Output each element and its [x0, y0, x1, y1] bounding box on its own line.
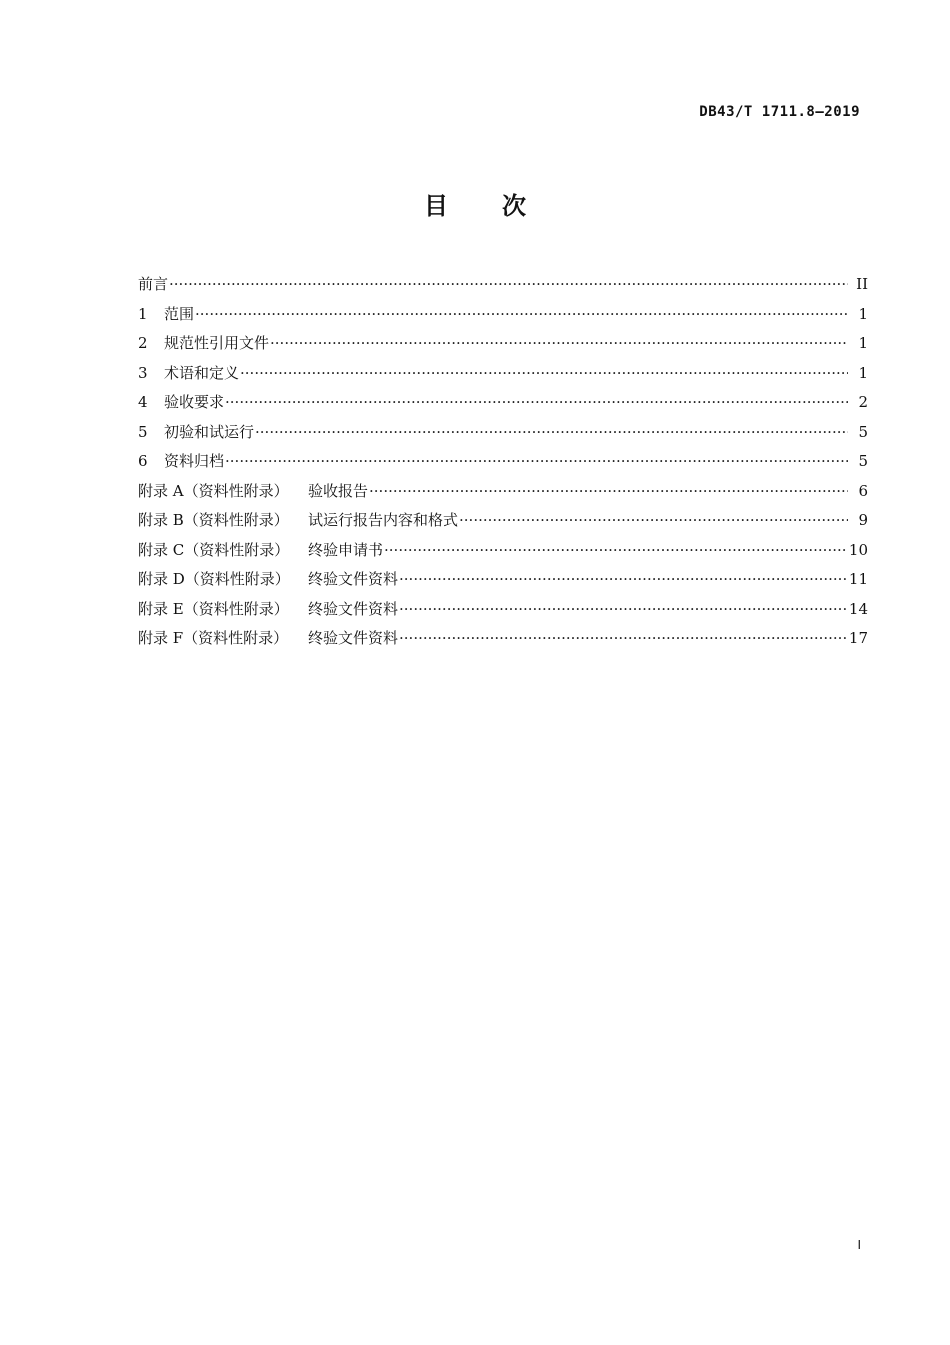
toc-entry-label: 术语和定义	[164, 363, 240, 382]
toc-leader-dots	[459, 506, 848, 536]
toc-entry-appendix-c[interactable]	[138, 536, 868, 566]
toc-leader-dots	[169, 270, 848, 300]
toc-title-char-1: 目	[424, 192, 448, 220]
toc-entry-label: 资料归档	[164, 452, 225, 470]
toc-leader-dots	[384, 536, 847, 566]
page-number: I	[857, 1238, 861, 1252]
toc-entry-4[interactable]	[138, 388, 868, 418]
toc-leader-dots	[399, 565, 847, 595]
toc-entry-2[interactable]	[138, 329, 868, 359]
toc-entry-page: 5	[858, 452, 868, 470]
toc-entry-number: 5	[138, 422, 148, 441]
toc-entry-number: 2	[138, 334, 148, 352]
toc-entry-page: 10	[848, 540, 868, 559]
toc-entry-page: 1	[858, 304, 868, 323]
toc-appendix-label: 附录 D（资料性附录）	[138, 570, 290, 588]
toc-entry-label: 前言	[138, 275, 169, 293]
toc-title-char-2: 次	[502, 192, 526, 220]
toc-entry-label: 范围	[164, 304, 195, 323]
toc-leader-dots	[225, 388, 848, 418]
toc-entry-foreword[interactable]	[138, 270, 868, 300]
toc-entry-number: 1	[138, 304, 148, 323]
toc-entry-appendix-b[interactable]	[138, 506, 868, 536]
toc-entry-page: 14	[848, 599, 868, 618]
toc-entry-appendix-a[interactable]	[138, 477, 868, 507]
toc-entry-6[interactable]	[138, 447, 868, 477]
toc-entry-number: 3	[138, 363, 148, 382]
toc-entry-page: 1	[858, 363, 868, 382]
toc-title	[0, 186, 950, 221]
toc-entry-page: 9	[858, 511, 868, 529]
toc-entry-page: 6	[858, 481, 868, 500]
toc-entry-page: 11	[848, 570, 868, 588]
toc-entry-appendix-f[interactable]	[138, 624, 868, 654]
toc-entry-label: 验收报告	[308, 481, 369, 500]
toc-entry-appendix-d[interactable]	[138, 565, 868, 595]
toc-entry-page: II	[856, 275, 868, 293]
toc-entry-number: 4	[138, 393, 148, 411]
toc-entry-label: 终验文件资料	[308, 629, 399, 647]
toc-leader-dots	[369, 477, 848, 507]
toc-entry-label: 初验和试运行	[164, 422, 255, 441]
toc-appendix-label: 附录 A（资料性附录）	[138, 481, 289, 500]
toc-entry-label: 验收要求	[164, 393, 225, 411]
toc-entry-5[interactable]	[138, 418, 868, 448]
toc-appendix-label: 附录 F（资料性附录）	[138, 629, 289, 647]
toc-leader-dots	[399, 595, 847, 625]
toc-entry-label: 试运行报告内容和格式	[308, 511, 459, 529]
document-code: DB43/T 1711.8—2019	[699, 104, 860, 120]
toc-leader-dots	[399, 624, 847, 654]
toc-appendix-label: 附录 E（资料性附录）	[138, 599, 289, 618]
toc-leader-dots	[270, 329, 848, 359]
toc-entry-label: 终验文件资料	[308, 570, 399, 588]
toc-appendix-label: 附录 C（资料性附录）	[138, 540, 290, 559]
toc-entry-page: 5	[858, 422, 868, 441]
toc-entry-1[interactable]	[138, 300, 868, 330]
toc-entry-page: 17	[848, 629, 868, 647]
toc-entry-label: 终验文件资料	[308, 599, 399, 618]
toc-entry-page: 2	[858, 393, 868, 411]
toc-entry-3[interactable]	[138, 359, 868, 389]
toc-entry-number: 6	[138, 452, 148, 470]
toc-leader-dots	[255, 418, 848, 448]
toc-entry-label: 规范性引用文件	[164, 334, 270, 352]
toc-leader-dots	[225, 447, 848, 477]
toc-entry-label: 终验申请书	[308, 540, 384, 559]
toc-appendix-label: 附录 B（资料性附录）	[138, 511, 289, 529]
toc-entry-page: 1	[858, 334, 868, 352]
toc-list	[138, 270, 868, 654]
toc-leader-dots	[240, 359, 848, 389]
toc-leader-dots	[195, 300, 848, 330]
toc-entry-appendix-e[interactable]	[138, 595, 868, 625]
